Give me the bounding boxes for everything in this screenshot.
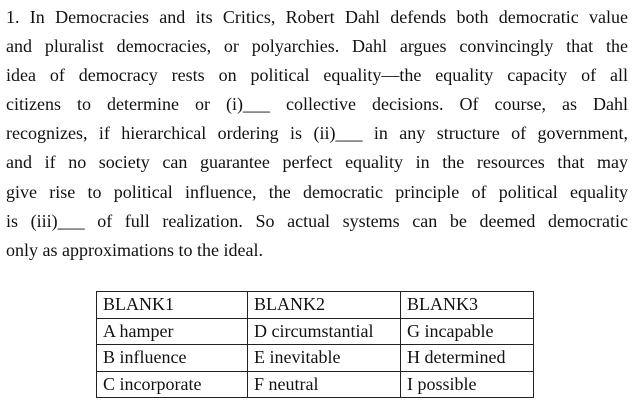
passage-line: citizens to determine or (i)___ collective decisions. Of course, as Dahl: [6, 94, 628, 115]
passage-line: only as approximations to the ideal.: [6, 239, 263, 260]
table-header-row: [97, 292, 534, 319]
passage-line: recognizes, if hierarchical ordering is (ii)___ in any structure of government,: [6, 123, 628, 144]
passage-line: idea of democracy rests on political equality—the equality capacity of all: [6, 65, 628, 86]
table-row: [97, 318, 534, 345]
option-cell[interactable]: I possible: [401, 371, 534, 398]
question-passage: [6, 3, 628, 265]
option-cell[interactable]: G incapable: [401, 318, 534, 345]
passage-line: and pluralist democracies, or polyarchies. Dahl argues convincingly that the: [6, 36, 628, 57]
header-blank1: BLANK1: [97, 292, 248, 319]
passage-line: give rise to political influence, the democratic principle of political equality: [6, 181, 628, 202]
option-cell[interactable]: D circumstantial: [248, 318, 401, 345]
option-cell[interactable]: H determined: [401, 345, 534, 372]
passage-line: and if no society can guarantee perfect equality in the resources that may: [6, 152, 628, 173]
option-cell[interactable]: A hamper: [97, 318, 248, 345]
answer-options-table: [96, 291, 534, 398]
option-cell[interactable]: C incorporate: [97, 371, 248, 398]
option-cell[interactable]: F neutral: [248, 371, 401, 398]
table-row: [97, 345, 534, 372]
passage-line: 1. In Democracies and its Critics, Robert Dahl defends both democratic value: [6, 7, 628, 27]
header-blank3: BLANK3: [401, 292, 534, 319]
passage-line: is (iii)___ of full realization. So actual systems can be deemed democratic: [6, 210, 628, 231]
header-blank2: BLANK2: [248, 292, 401, 319]
option-cell[interactable]: E inevitable: [248, 345, 401, 372]
table-row: [97, 371, 534, 398]
option-cell[interactable]: B influence: [97, 345, 248, 372]
